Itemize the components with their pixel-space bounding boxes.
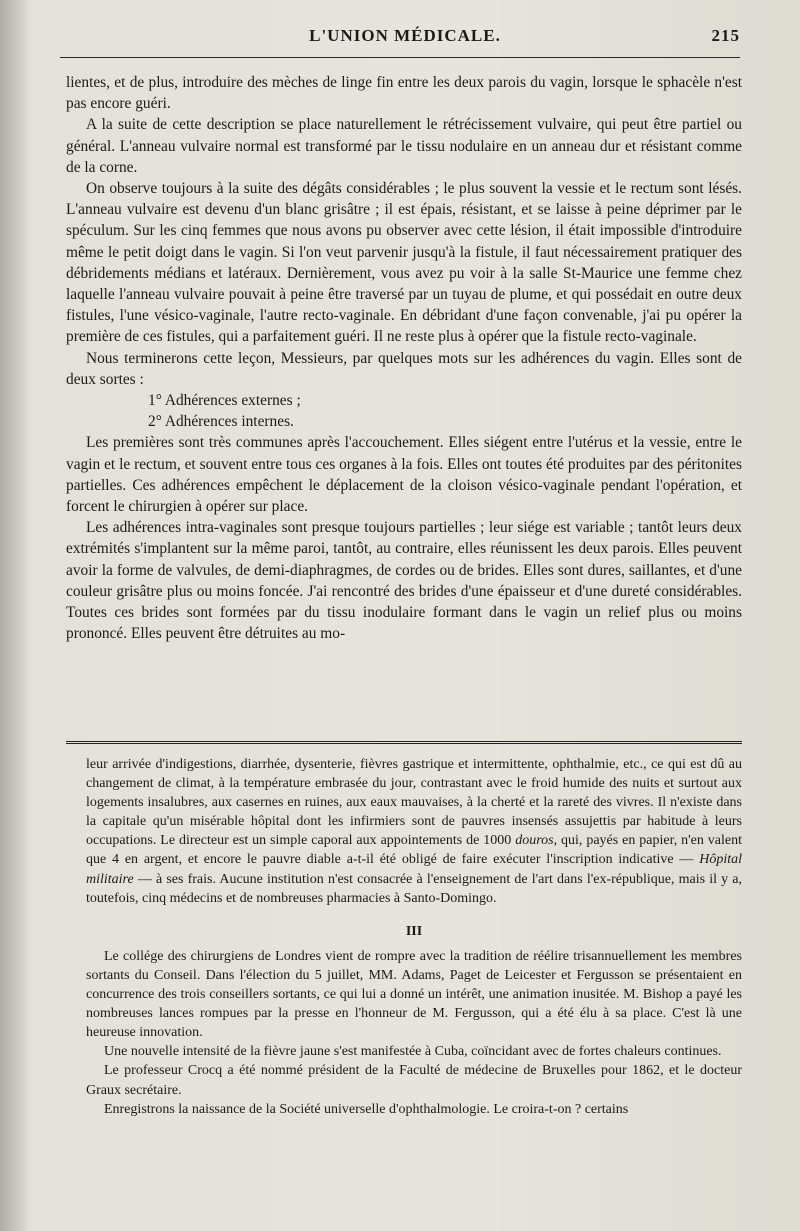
paragraph: lientes, et de plus, introduire des mèches de linge fin entre les deux parois du vagin, lorsque le sphacèle n'est pas encore guéri.: [66, 74, 742, 113]
italic-term: Hôpital militaire: [86, 852, 742, 887]
paragraph: Le professeur Crocq a été nommé président de la Faculté de médecine de Bruxelles pour 1862, et le docteur Graux secrétaire.: [86, 1063, 742, 1098]
header-rule: [60, 57, 740, 58]
list-item: 2° Adhérences internes.: [148, 413, 294, 431]
paragraph: On observe toujours à la suite des dégâts considérables ; le plus souvent la vessie et le rectum sont lésés. L'anneau vulvaire est devenu d'un blanc grisâtre ; il est épais, résistant, et se laisse à peine déprimer par le spéculum. Sur les cinq femmes que nous avons pu observer avec cette lésion, il était impossible d'introduire même le petit doigt dans le vagin. Si l'on veut parvenir jusqu'à la fistule, il faut nécessairement pratiquer des débridements médians et latéraux. Dernièrement, vous avez pu voir à la salle St-Maurice une femme chez laquelle l'anneau vulvaire pouvait à peine être traversé par un tuyau de plume, et qui possédait en outre deux fistules, l'une vésico-vaginale, l'autre recto-vaginale. En débridant d'une façon convenable, j'ai pu opérer la première de ces fistules, qui a parfaitement guéri. Il ne reste plus à opérer que la fistule recto-vaginale.: [66, 180, 742, 346]
main-text: [66, 72, 742, 644]
paragraph: Enregistrons la naissance de la Société universelle d'ophthalmologie. Le croira-t-on ? certains: [104, 1101, 629, 1117]
running-header: [70, 26, 740, 56]
page-edge-shadow: [0, 0, 30, 1231]
paragraph: Le collége des chirurgiens de Londres vient de rompre avec la tradition de réélire trisannuellement les membres sortants du Conseil. Dans l'élection du 5 juillet, MM. Adams, Paget de Leicester et Fergusson se présentaient en concurrence des trois conseillers sortants, ce qui lui a donné un intérêt, une animation inusitée. M. Bishop a payé les nombreuses lances rompues par la presse en l'honneur de M. Fergusson, qui a été élu à sa place. C'est là une heureuse innovation.: [86, 948, 742, 1041]
page-number: 215: [711, 26, 740, 45]
paragraph: A la suite de cette description se place naturellement le rétrécissement vulvaire, qui peut être partiel ou général. L'anneau vulvaire normal est transformé par le tissu nodulaire en un anneau dur et résistant comme de la corne.: [66, 116, 742, 176]
italic-term: douros: [515, 833, 554, 849]
paragraph: Les adhérences intra-vaginales sont presque toujours partielles ; leur siége est variable ; tantôt leurs deux extrémités s'implantent sur la même paroi, tantôt, au contraire, elles réunissent les deux parois. Elles peuvent avoir la forme de valvules, de demi-diaphragmes, de cordes ou de brides. Elles sont dures, saillantes, et d'une couleur grisâtre plus ou moins foncée. J'ai rencontré des brides d'une épaisseur et d'une dureté considérables. Toutes ces brides sont formées par du tissu inodulaire formant dans le vagin un relief plus ou moins prononcé. Elles peuvent être détruites au mo-: [66, 519, 742, 643]
section-separator-rule: [66, 741, 742, 747]
paragraph: Les premières sont très communes après l'accouchement. Elles siégent entre l'utérus et la vessie, entre le vagin et le rectum, et souvent entre tous ces organes à la fois. Elles ont toutes été produites par des péritonites partielles. Ces adhérences empêchent le déplacement de la cloison vésico-vaginale pendant l'opération, et forcent le chirurgien à opérer sur place.: [66, 434, 742, 516]
paragraph: leur arrivée d'indigestions, diarrhée, dysenterie, fièvres gastrique et intermittente, ophthalmie, etc., ce qui est dû au changement de climat, à la température embrasée du jour, contrastant avec le froid humide des nuits et surtout aux logements insalubres, aux casernes en ruines, aux eaux mauvaises, à la cherté et la rareté des vivres. Il n'existe dans la capitale qu'un misérable hôpital dont les infirmiers sont de pauvres insensés assujettis par habitude à leurs occupations. Le directeur est un simple caporal aux appointements de 1000 douros, qui, payés en papier, n'en valent que 4 en argent, et encore le pauvre diable a-t-il été obligé de faire exécuter l'inscription indicative — Hôpital militaire — à ses frais. Aucune institution n'est consacrée à l'enseignement de l'art dans l'ex-république, mais il y a, toutefois, cinq médecins et de nombreuses pharmacies à Santo-Domingo.: [86, 757, 742, 906]
feuilleton-text: [86, 755, 742, 1119]
list-item: 1° Adhérences externes ;: [148, 392, 301, 410]
paragraph: Une nouvelle intensité de la fièvre jaune s'est manifestée à Cuba, coïncidant avec de fortes chaleurs continues.: [104, 1044, 722, 1060]
paragraph: Nous terminerons cette leçon, Messieurs, par quelques mots sur les adhérences du vagin. Elles sont de deux sortes :: [66, 349, 742, 388]
journal-title: L'UNION MÉDICALE.: [309, 26, 501, 45]
section-number: III: [405, 923, 423, 939]
